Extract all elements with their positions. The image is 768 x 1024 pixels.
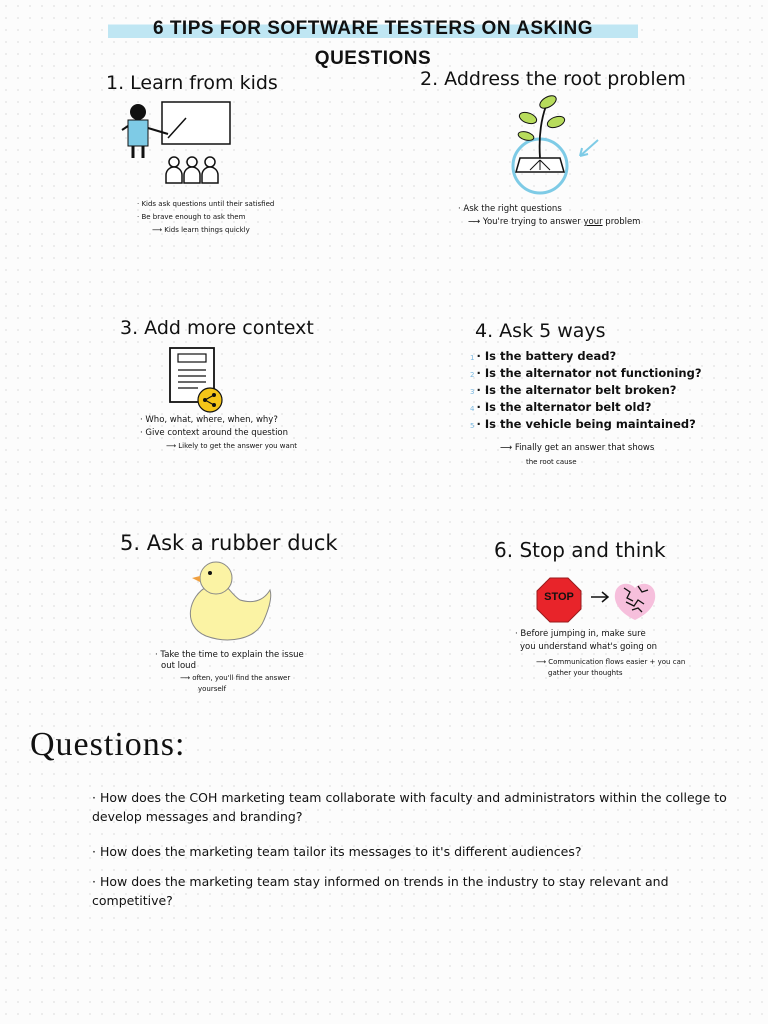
tip-6-heading: 6. Stop and think (494, 538, 666, 562)
plant-roots-icon (506, 92, 606, 196)
way-item: 5 · Is the vehicle being maintained? (470, 417, 696, 431)
tip-3-note-1: · Who, what, where, when, why? (140, 415, 278, 425)
question-item: · How does the marketing team stay informed on trends in the industry to stay relevant and competitive? (92, 874, 669, 908)
tip-3-note-3: ⟶ Likely to get the answer you want (166, 442, 298, 450)
tip-1-note-1: · Kids ask questions until their satisfied (137, 200, 275, 208)
way-item: 4 · Is the alternator belt old? (470, 400, 652, 414)
tip-1-note-3: ⟶ Kids learn things quickly (152, 226, 250, 234)
tip-2-note-2: ⟶ You're trying to answer your problem (468, 217, 641, 227)
question-item: · How does the marketing team tailor its messages to it's different audiences? (92, 844, 582, 859)
tip-5-note-2: out loud (161, 661, 196, 671)
tip-5-note-1: · Take the time to explain the issue (155, 650, 304, 660)
tip-2-heading: 2. Address the root problem (420, 68, 686, 90)
tip-5-note-3: ⟶ often, you'll find the answer (180, 674, 291, 682)
way-item: 3 · Is the alternator belt broken? (470, 383, 677, 397)
tip-3-heading: 3. Add more context (120, 317, 314, 339)
questions-heading: Questions: (30, 726, 186, 763)
way-item: 2 · Is the alternator not functioning? (470, 366, 702, 380)
page-title: 6 TIPS FOR SOFTWARE TESTERS ON ASKING QUESTIONS (108, 14, 638, 44)
tip-3-note-2: · Give context around the question (140, 428, 289, 438)
tip-2-note-1: · Ask the right questions (458, 204, 562, 214)
tip-5-heading: 5. Ask a rubber duck (120, 531, 338, 555)
way-item: 1 · Is the battery dead? (470, 349, 617, 363)
five-ways-list (470, 349, 702, 434)
tip-6-note-4: gather your thoughts (548, 669, 623, 677)
teacher-whiteboard-icon (118, 100, 238, 188)
tip-1-heading: 1. Learn from kids (106, 72, 278, 94)
tip-4-note-2: the root cause (526, 458, 577, 466)
tip-6-note-3: ⟶ Communication flows easier + you can (536, 658, 686, 666)
stop-sign-label: STOP (544, 591, 574, 603)
question-item: · How does the COH marketing team collaborate with faculty and administrators within the college to develop messages and branding? (92, 790, 727, 824)
tip-6-note-2: you understand what's going on (520, 642, 658, 652)
document-share-icon (168, 346, 230, 412)
tip-4-note-1: ⟶ Finally get an answer that shows (500, 443, 655, 453)
stop-sign-icon (536, 577, 582, 623)
tip-5-note-4: yourself (198, 685, 227, 693)
rubber-duck-icon (178, 556, 278, 642)
tip-6-note-1: · Before jumping in, make sure (515, 629, 646, 639)
arrow-right-icon (590, 590, 610, 604)
tip-1-note-2: · Be brave enough to ask them (137, 213, 246, 221)
brain-icon (612, 578, 658, 622)
tip-4-heading: 4. Ask 5 ways (475, 320, 606, 342)
